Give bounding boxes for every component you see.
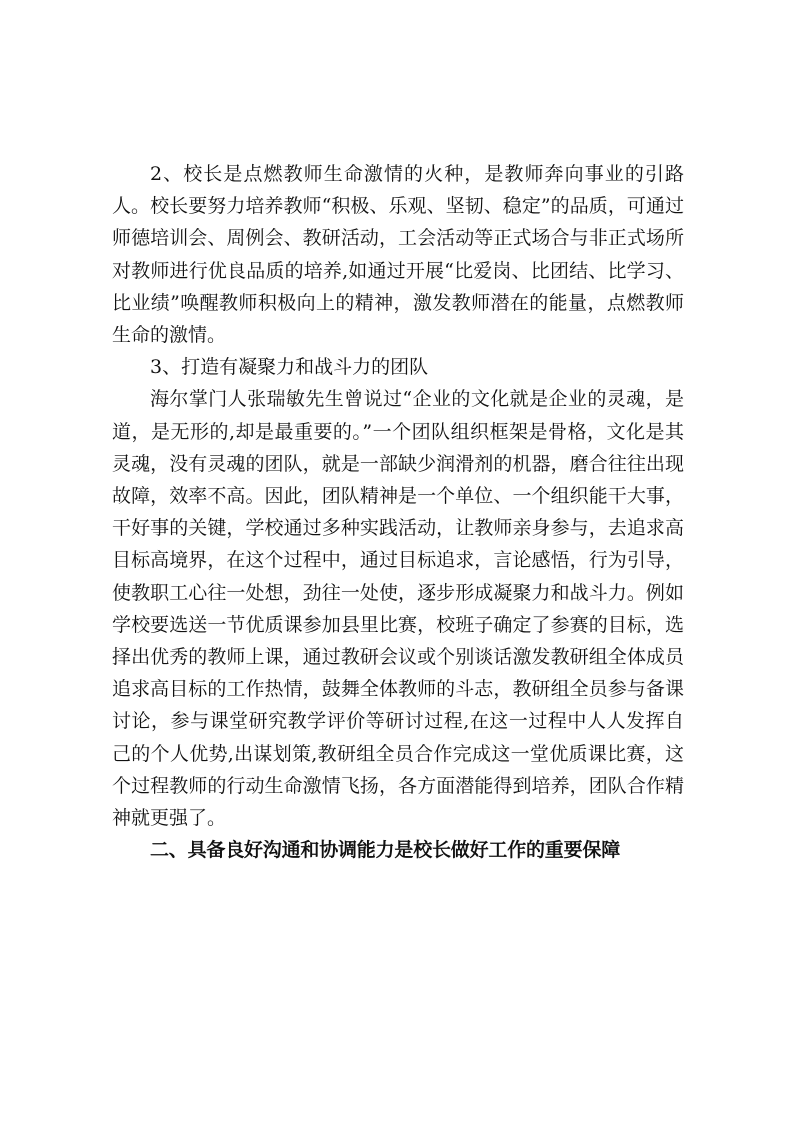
subheading-team-building: 3、打造有凝聚力和战斗力的团队 xyxy=(150,356,429,379)
document-body xyxy=(112,158,684,866)
paragraph-team-spirit: 海尔掌门人张瑞敏先生曾说过“企业的文化就是企业的灵魂，是道，是无形的,却是最重要的。”一个团队组织框架是骨格，文化是其灵魂，没有灵魂的团队，就是一部缺少润滑剂的机器，磨合往往出现故障，效率不高。因此，团队精神是一个单位、一个组织能干大事，干好事的关键，学校通过多种实践活动，让教师亲身参与，去追求高目标高境界，在这个过程中，通过目标追求，言论感悟，行为引导，使教职工心往一处想，劲往一处使，逐步形成凝聚力和战斗力。例如学校要选送一节优质课参加县里比赛，校班子确定了参赛的目标，选择出优秀的教师上课，通过教研会议或个别谈话激发教研组全体成员追求高目标的工作热情，鼓舞全体教师的斗志，教研组全员参与备课讨论，参与课堂研究教学评价等研讨过程,在这一过程中人人发挥自己的个人优势,出谋划策,教研组全员合作完成这一堂优质课比赛，这个过程教师的行动生命激情飞扬，各方面潜能得到培养，团队合作精神就更强了。 xyxy=(112,388,684,830)
section-heading-communication: 二、具备良好沟通和协调能力是校长做好工作的重要保障 xyxy=(150,839,621,862)
paragraph-principal-spark: 2、校长是点燃教师生命激情的火种，是教师奔向事业的引路人。校长要努力培养教师“积极、乐观、坚韧、稳定”的品质，可通过师德培训会、周例会、教研活动，工会活动等正式场合与非正式场所对教师进行优良品质的培养,如通过开展“比爱岗、比团结、比学习、比业绩”唤醒教师积极向上的精神，激发教师潜在的能量，点燃教师生命的激情。 xyxy=(112,163,684,347)
